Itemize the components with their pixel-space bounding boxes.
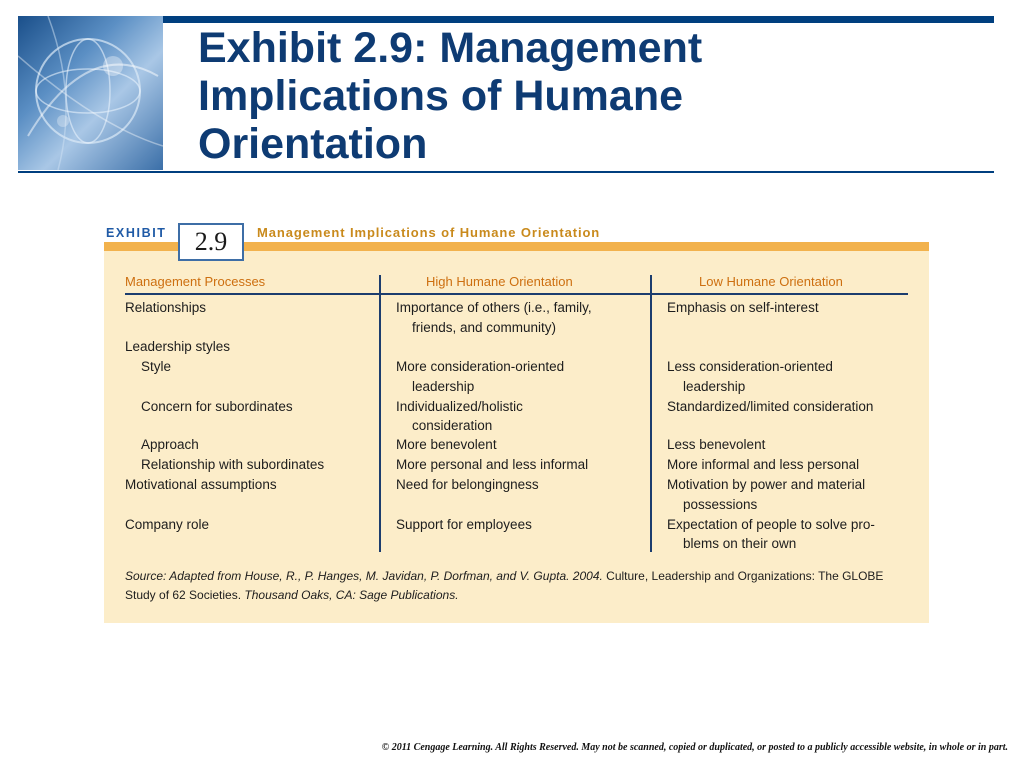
slide-title-line: Orientation xyxy=(198,120,428,168)
table-cell-low: Standardized/limited consideration xyxy=(667,399,874,414)
table-cell-process: Concern for subordinates xyxy=(141,399,293,414)
table-cell-high: More consideration-oriented xyxy=(396,359,565,374)
source-citation-part: Thousand Oaks, CA: Sage Publications. xyxy=(241,588,459,602)
table-cell-low: Motivation by power and material xyxy=(667,477,866,492)
table-cell-low: possessions xyxy=(683,497,758,512)
source-citation-part: Culture, Leadership and Organizations: The GLOBE Study of 62 Societies. xyxy=(125,569,884,602)
copyright-notice: © 2011 Cengage Learning. All Rights Reserved. May not be scanned, copied or duplicated, or posted to a publicly accessible website, in whole or in part. xyxy=(381,742,1008,753)
column-header-low: Low Humane Orientation xyxy=(699,274,843,289)
table-cell-high: More benevolent xyxy=(396,437,497,452)
table-cell-high: Need for belongingness xyxy=(396,477,539,492)
table-cell-process: Motivational assumptions xyxy=(125,477,277,492)
table-cell-high: Importance of others (i.e., family, xyxy=(396,300,592,315)
column-divider xyxy=(650,275,652,552)
column-header-processes: Management Processes xyxy=(125,274,266,289)
table-cell-low: Less consideration-oriented xyxy=(667,359,833,374)
slide-title-line: Exhibit 2.9: Management xyxy=(198,24,703,72)
table-cell-process: Approach xyxy=(141,437,199,452)
title-underline xyxy=(18,171,994,173)
exhibit-label: EXHIBIT xyxy=(106,226,167,240)
exhibit-heading: Management Implications of Humane Orientation xyxy=(257,225,601,240)
source-citation-part: Source: Adapted from House, R., P. Hanges, M. Javidan, P. Dorfman, and V. Gupta. 2004. xyxy=(125,569,603,583)
table-cell-process: Company role xyxy=(125,517,210,532)
table-cell-process: Relationship with subordinates xyxy=(141,457,325,472)
table-cell-process: Leadership styles xyxy=(125,339,231,354)
column-header-high: High Humane Orientation xyxy=(426,274,573,289)
table-cell-low: blems on their own xyxy=(683,536,797,551)
table-cell-high: Support for employees xyxy=(396,517,532,532)
header-divider xyxy=(125,293,908,295)
table-cell-process: Style xyxy=(141,359,172,374)
table-cell-high: leadership xyxy=(412,379,475,394)
table-cell-low: Emphasis on self-interest xyxy=(667,300,819,315)
table-cell-high: More personal and less informal xyxy=(396,457,589,472)
table-cell-low: Less benevolent xyxy=(667,437,766,452)
globe-network-image xyxy=(18,16,163,170)
table-cell-high: Individualized/holistic xyxy=(396,399,523,414)
table-cell-low: Expectation of people to solve pro- xyxy=(667,517,875,532)
table-cell-high: friends, and community) xyxy=(412,320,557,335)
slide-title xyxy=(198,24,978,168)
exhibit-number: 2.9 xyxy=(178,223,244,261)
table-cell-low: More informal and less personal xyxy=(667,457,860,472)
table-cell-high: consideration xyxy=(412,418,493,433)
source-citation xyxy=(125,567,915,605)
slide-title-line: Implications of Humane xyxy=(198,72,684,120)
top-rule xyxy=(18,16,994,23)
table-cell-low: leadership xyxy=(683,379,746,394)
column-divider xyxy=(379,275,381,552)
table-cell-process: Relationships xyxy=(125,300,207,315)
